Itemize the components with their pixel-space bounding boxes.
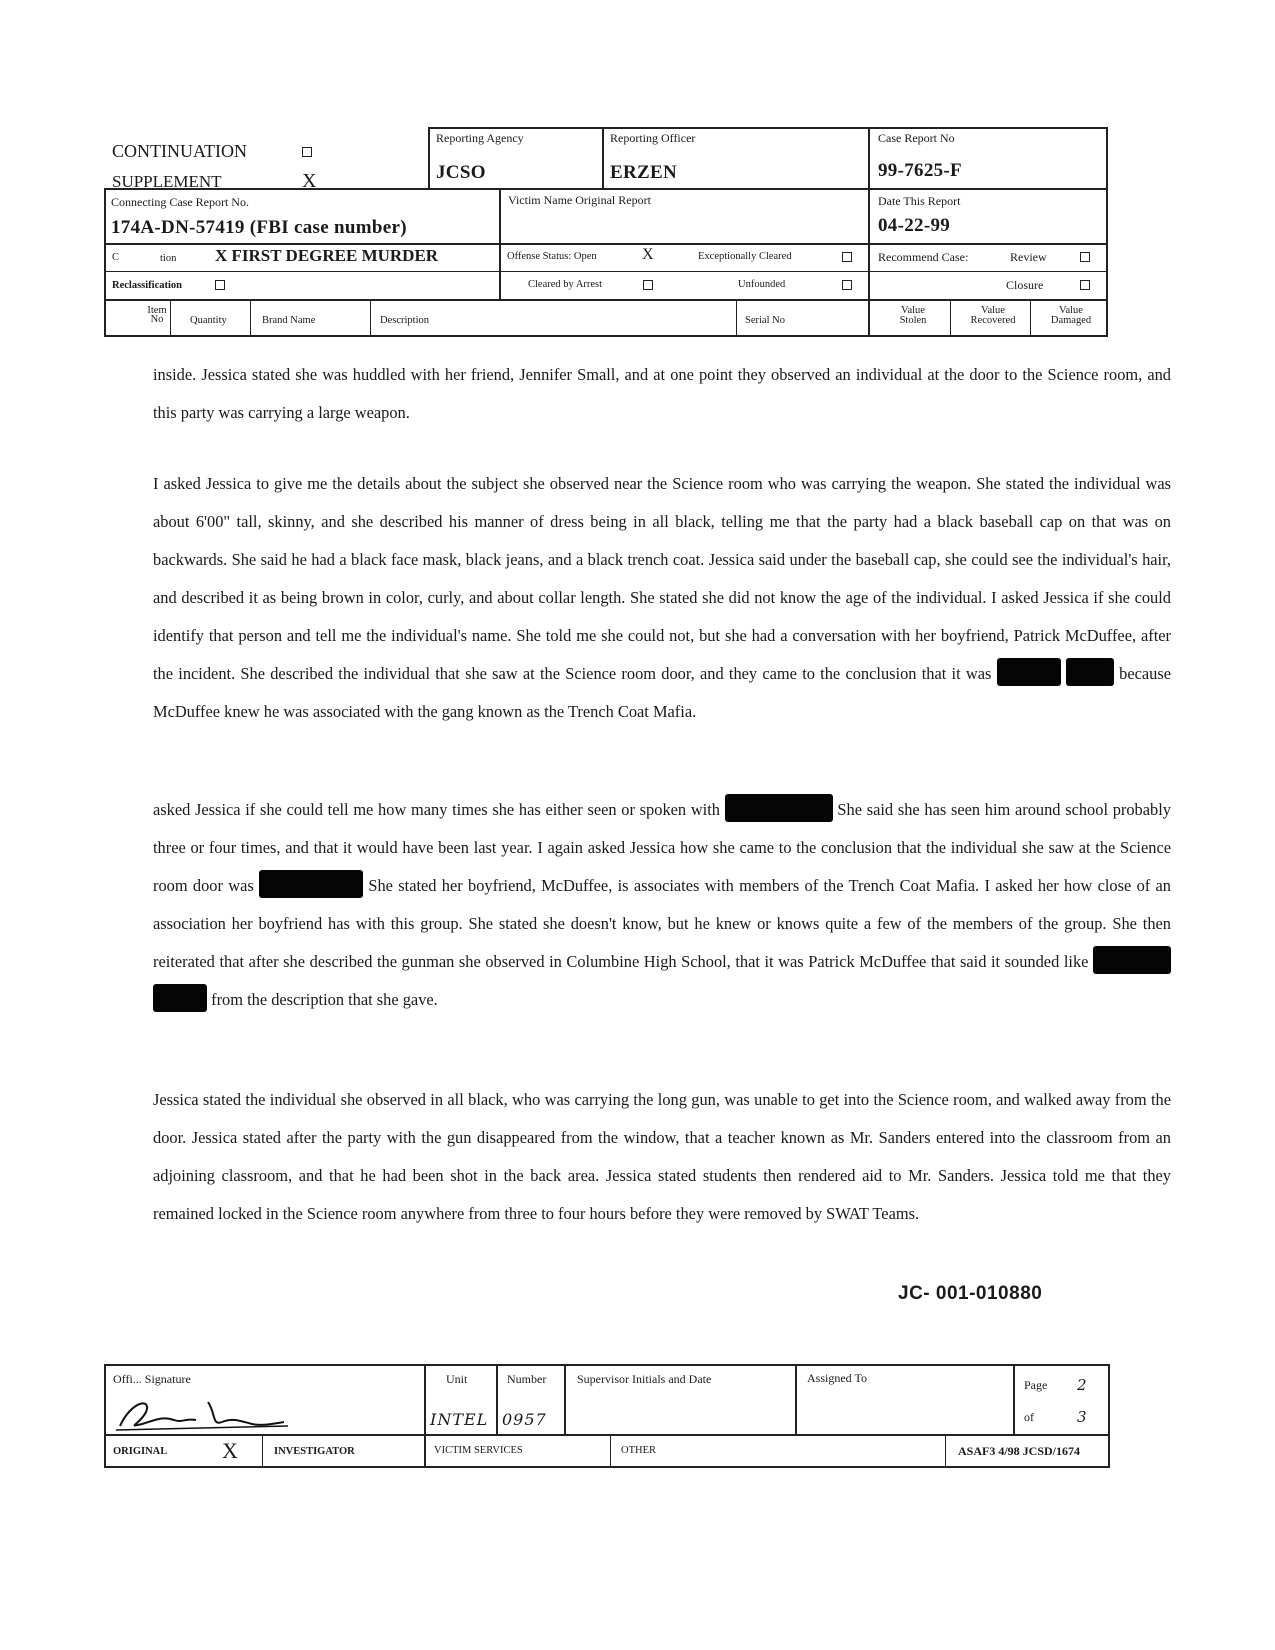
case-report-no-value: 99-7625-F bbox=[878, 160, 962, 181]
original-label: ORIGINAL bbox=[113, 1446, 168, 1457]
assigned-to-label: Assigned To bbox=[807, 1371, 867, 1385]
redaction-block bbox=[997, 658, 1061, 686]
column-value-stolen: Value Stolen bbox=[899, 305, 927, 326]
classification-value: X FIRST DEGREE MURDER bbox=[215, 246, 439, 265]
connecting-case-label: Connecting Case Report No. bbox=[111, 195, 249, 209]
date-this-report-label: Date This Report bbox=[878, 194, 961, 208]
continuation-label: CONTINUATION bbox=[112, 141, 247, 161]
recommend-case-label: Recommend Case: bbox=[878, 250, 969, 264]
column-description: Description bbox=[380, 315, 429, 326]
column-quantity: Quantity bbox=[190, 315, 227, 326]
column-value-recovered: Value Recovered bbox=[970, 305, 1016, 326]
redaction-block bbox=[259, 870, 363, 898]
redaction-block bbox=[1066, 658, 1114, 686]
column-serial-no: Serial No bbox=[745, 315, 785, 326]
investigator-label: INVESTIGATOR bbox=[274, 1446, 355, 1457]
reclassification-label: Reclassification bbox=[112, 280, 182, 291]
narrative-paragraph-2: I asked Jessica to give me the details about the subject she observed near the Science room who was carrying the weapon. She stated the individual was about 6'00" tall, skinny, and she described his manner of dress being in all black, telling me that the party had a black baseball cap on that was on backwards. She said he had a black face mask, black jeans, and a black trench coat. Jessica said under the baseball cap, she could see the individual's hair, and described it as being brown in color, curly, and about collar length. She stated she did not know the age of the individual. I asked Jessica if she could identify that person and tell me the individual's name. She told me she could not, but she had a conversation with her boyfriend, Patrick McDuffee, after the incident. She described the individual that she saw at the Science room door, and they came to the conclusion that it was because McDuffee knew he was associated with the gang known as the Trench Coat Mafia. bbox=[153, 474, 1171, 721]
review-checkbox[interactable] bbox=[1080, 252, 1090, 262]
victim-name-label: Victim Name Original Report bbox=[508, 193, 651, 207]
supplement-mark: X bbox=[302, 170, 317, 192]
cleared-by-arrest-checkbox[interactable] bbox=[643, 280, 653, 290]
supplement-label: SUPPLEMENT bbox=[112, 172, 222, 191]
narrative-paragraph-3: asked Jessica if she could tell me how many times she has either seen or spoken with She said she has seen him around school probably three or four times, and that it would have been last year. I again asked Jessica how she came to the conclusion that the individual she saw at the Science room door was She stated her boyfriend, McDuffee, is associates with members of the Trench Coat Mafia. I asked her how close of an association her boyfriend has with this group. She stated she doesn't know, but he knew or knows quite a few of the members of the group. She then reiterated that after she described the gunman she observed in Columbine High School, that it was Patrick McDuffee that said it sounded like from the description that she gave. bbox=[153, 791, 1171, 1019]
reporting-agency-label: Reporting Agency bbox=[436, 131, 524, 145]
closure-checkbox[interactable] bbox=[1080, 280, 1090, 290]
of-label: of bbox=[1024, 1410, 1034, 1424]
number-value: 0957 bbox=[502, 1410, 547, 1429]
exceptionally-cleared-checkbox[interactable] bbox=[842, 252, 852, 262]
offense-status-mark: X bbox=[642, 246, 654, 263]
review-label: Review bbox=[1010, 250, 1047, 264]
supervisor-initials-label: Supervisor Initials and Date bbox=[577, 1372, 712, 1386]
unfounded-label: Unfounded bbox=[738, 279, 786, 290]
of-value: 3 bbox=[1077, 1408, 1087, 1426]
closure-label: Closure bbox=[1006, 278, 1044, 292]
form-code: ASAF3 4/98 JCSD/1674 bbox=[958, 1444, 1081, 1458]
redaction-block bbox=[725, 794, 833, 822]
cleared-by-arrest-label: Cleared by Arrest bbox=[528, 279, 603, 290]
offense-status-label: Offense Status: Open bbox=[507, 251, 597, 262]
column-brand-name: Brand Name bbox=[262, 315, 316, 326]
other-label: OTHER bbox=[621, 1445, 656, 1456]
exceptionally-cleared-label: Exceptionally Cleared bbox=[698, 251, 792, 262]
bates-number: JC- 001-010880 bbox=[898, 1283, 1043, 1304]
victim-services-label: VICTIM SERVICES bbox=[434, 1445, 523, 1456]
page-value: 2 bbox=[1077, 1376, 1087, 1394]
column-item-no: Item No bbox=[147, 305, 167, 325]
officer-signature-image bbox=[112, 1390, 292, 1434]
reclassification-checkbox[interactable] bbox=[215, 280, 225, 290]
classification-prefix: C bbox=[112, 252, 120, 263]
classification-suffix: tion bbox=[160, 253, 177, 264]
connecting-case-value: 174A-DN-57419 (FBI case number) bbox=[111, 217, 407, 238]
redaction-block bbox=[1093, 946, 1171, 974]
officer-signature-label: Offi... Signature bbox=[113, 1372, 191, 1386]
reporting-agency-value: JCSO bbox=[436, 162, 486, 183]
unit-value: INTEL bbox=[430, 1410, 489, 1429]
unit-label: Unit bbox=[446, 1372, 468, 1386]
column-value-damaged: Value Damaged bbox=[1050, 305, 1092, 326]
narrative-paragraph-1: inside. Jessica stated she was huddled with her friend, Jennifer Small, and at one point they observed an individual at the door to the Science room, and this party was carrying a large weapon. bbox=[153, 365, 1171, 422]
continuation-checkbox[interactable] bbox=[302, 147, 312, 157]
reporting-officer-value: ERZEN bbox=[610, 162, 677, 183]
case-report-no-label: Case Report No bbox=[878, 131, 955, 145]
narrative-paragraph-4: Jessica stated the individual she observed in all black, who was carrying the long gun, was unable to get into the Science room, and walked away from the door. Jessica stated after the party with the gun disappeared from the window, that a teacher known as Mr. Sanders entered into the classroom from an adjoining classroom, and that he had been shot in the back area. Jessica stated students then rendered aid to Mr. Sanders. Jessica told me that they remained locked in the Science room anywhere from three to four hours before they were removed by SWAT Teams. bbox=[153, 1090, 1171, 1223]
reporting-officer-label: Reporting Officer bbox=[610, 131, 696, 145]
number-label: Number bbox=[507, 1372, 547, 1386]
date-this-report-value: 04-22-99 bbox=[878, 215, 951, 236]
unfounded-checkbox[interactable] bbox=[842, 280, 852, 290]
original-mark: X bbox=[222, 1438, 238, 1463]
redaction-block bbox=[153, 984, 207, 1012]
page-label: Page bbox=[1024, 1378, 1048, 1392]
